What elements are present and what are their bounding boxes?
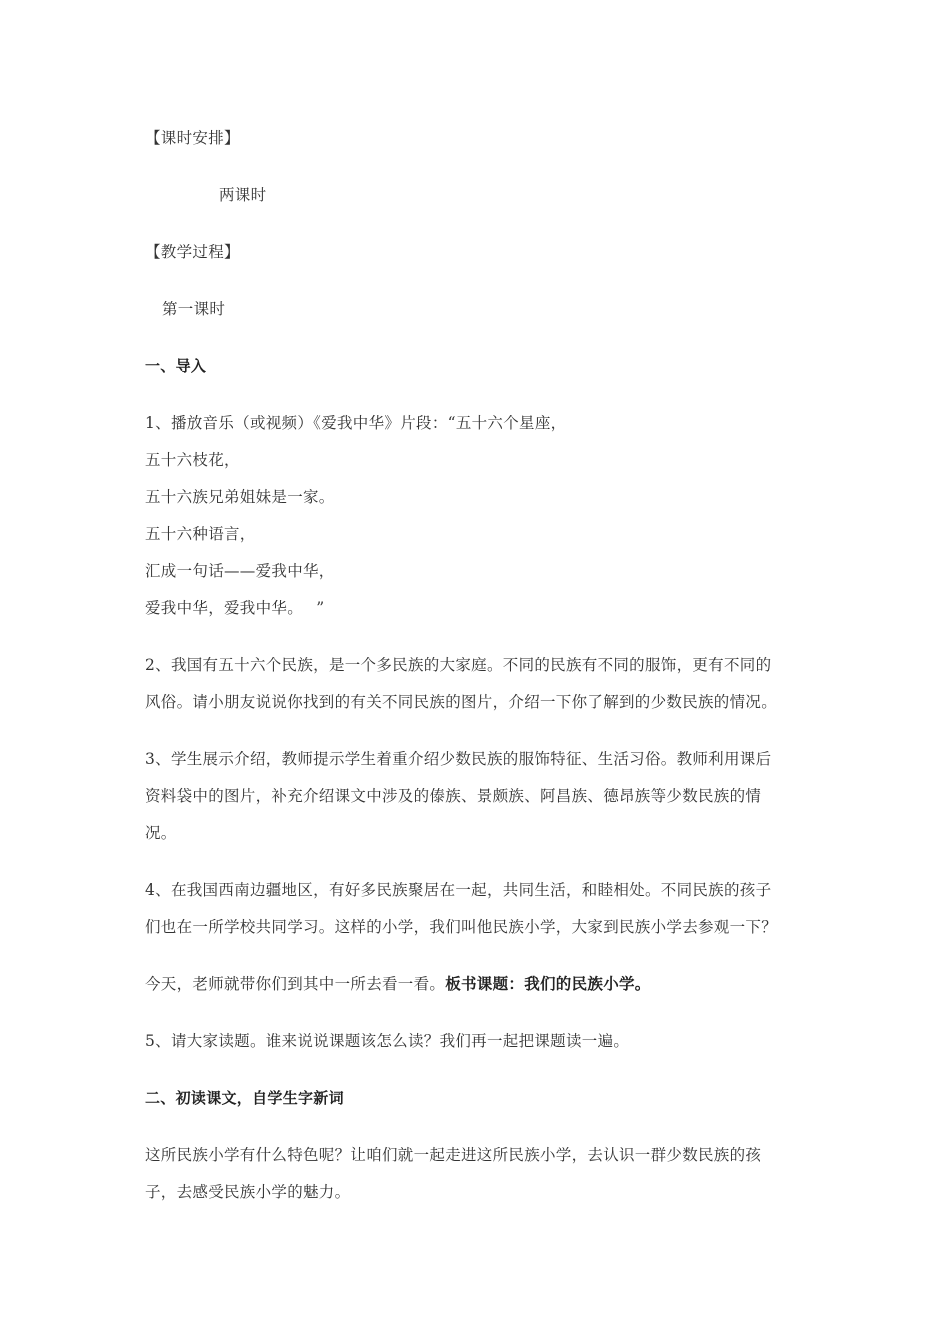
today-text: 今天，老师就带你们到其中一所去看一看。 (145, 975, 446, 993)
item-4-line-2: 们也在一所学校共同学习。这样的小学，我们叫他民族小学，大家到民族小学去参观一下？ (145, 918, 778, 936)
item-4-line-1: 4、在我国西南边疆地区，有好多民族聚居在一起，共同生活，和睦相处。不同民族的孩子 (145, 881, 772, 899)
item-5-text: 5、请大家读题。谁来说说课题该怎么读？我们再一起把课题读一遍。 (145, 1032, 630, 1050)
item-3-line-1: 3、学生展示介绍，教师提示学生着重介绍少数民族的服饰特征、生活习俗。教师利用课后 (145, 750, 772, 768)
schedule-value: 两课时 (219, 186, 267, 204)
section-1-title: 一、导入 (145, 357, 207, 375)
item-1-line-4: 五十六种语言， (145, 525, 256, 543)
section-2-title: 二、初读课文，自学生字新词 (145, 1089, 344, 1107)
section-2-line-1: 这所民族小学有什么特色呢？让咱们就一起走进这所民族小学，去认识一群少数民族的孩 (145, 1146, 762, 1164)
schedule-heading: 【课时安排】 (145, 129, 240, 147)
item-4-today-paragraph (145, 974, 651, 994)
item-1-line-1: 1、播放音乐（或视频）《爱我中华》片段：“五十六个星座， (145, 414, 567, 432)
item-2-line-1: 2、我国有五十六个民族，是一个多民族的大家庭。不同的民族有不同的服饰，更有不同的 (145, 656, 772, 674)
board-title: 板书课题：我们的民族小学。 (445, 975, 651, 993)
item-3-line-3: 况。 (145, 824, 177, 842)
item-1-line-5: 汇成一句话——爱我中华， (145, 562, 335, 580)
item-1-line-6: 爱我中华，爱我中华。 ” (145, 599, 325, 617)
process-heading: 【教学过程】 (145, 243, 240, 261)
section-2-line-2: 子，去感受民族小学的魅力。 (145, 1183, 351, 1201)
item-2-line-2: 风俗。请小朋友说说你找到的有关不同民族的图片，介绍一下你了解到的少数民族的情况。 (145, 693, 778, 711)
item-3-line-2: 资料袋中的图片，补充介绍课文中涉及的傣族、景颇族、阿昌族、德昂族等少数民族的情 (145, 787, 762, 805)
item-1-line-3: 五十六族兄弟姐妹是一家。 (145, 488, 335, 506)
lesson-label: 第一课时 (162, 300, 226, 318)
item-1-line-2: 五十六枝花， (145, 451, 240, 469)
